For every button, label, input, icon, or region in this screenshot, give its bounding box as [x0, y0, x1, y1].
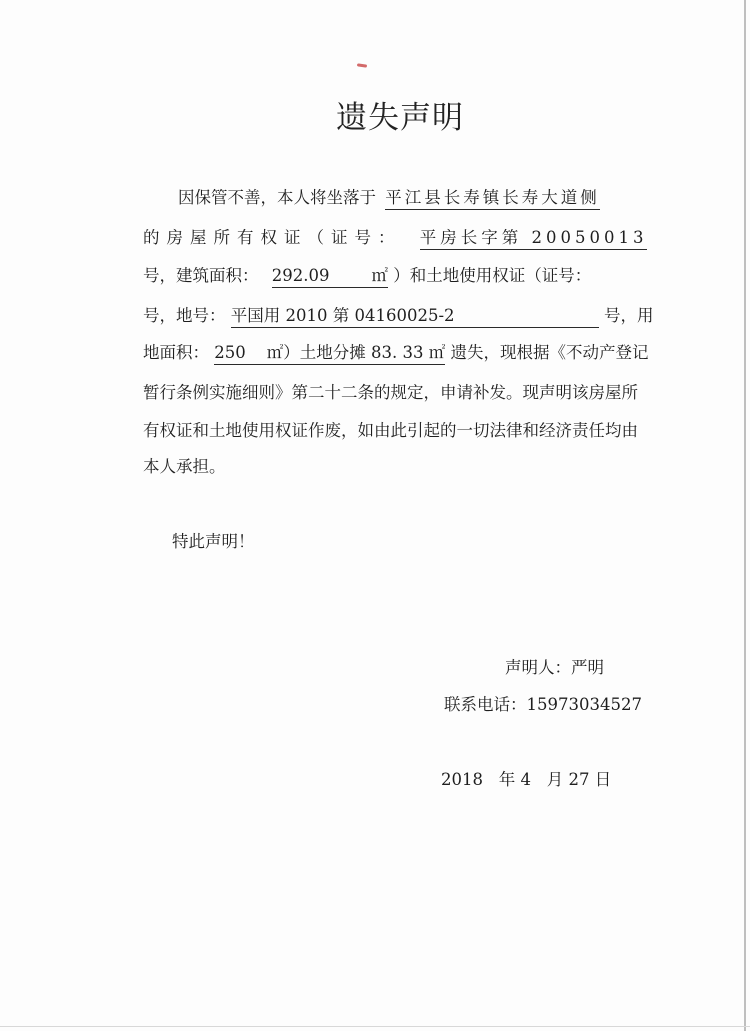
scan-edge-bottom [0, 1026, 750, 1027]
body-text: 地面积： [143, 343, 209, 362]
body-line-4 [143, 306, 654, 328]
body-line-8: 本人承担。 [143, 457, 226, 476]
closing-statement: 特此声明！ [172, 532, 255, 551]
document-title: 遗失声明 [336, 100, 464, 136]
body-line-1 [178, 188, 600, 210]
land-area-fill: 250 ㎡）土地分摊 83. 33 ㎡ [214, 343, 445, 365]
body-text: 因保管不善，本人将坐落于 [178, 188, 376, 207]
body-text: 号，建筑面积： [143, 266, 259, 285]
body-line-2 [143, 228, 647, 250]
body-line-5 [143, 343, 648, 365]
body-text: ）和土地使用权证（证号： [393, 266, 592, 285]
declarant-name: 声明人：严明 [505, 658, 604, 677]
land-number-fill: 平国用 2010 第 04160025-2 [231, 306, 599, 328]
certificate-number-fill: 平房长字第 20050013 [420, 228, 648, 250]
body-line-7: 有权证和土地使用权证作废，如由此引起的一切法律和经济责任均由 [143, 421, 638, 440]
body-text: 号，用 [604, 306, 654, 325]
scan-edge [744, 0, 746, 1031]
body-line-6: 暂行条例实施细则》第二十二条的规定，申请补发。现声明该房屋所 [143, 383, 638, 402]
declaration-date: 2018 年 4 月 27 日 [441, 770, 612, 789]
contact-phone: 联系电话：15973034527 [444, 695, 642, 714]
location-fill: 平江县长寿镇长寿大道侧 [385, 188, 600, 210]
building-area-fill: 292.09 ㎡ [272, 266, 388, 288]
body-text: 的房屋所有权证（证号： [143, 228, 402, 247]
body-line-3 [143, 266, 591, 288]
ink-mark [357, 63, 367, 67]
body-text: 遗失，现根据《不动产登记 [450, 343, 649, 362]
body-text: 号，地号： [143, 306, 226, 325]
